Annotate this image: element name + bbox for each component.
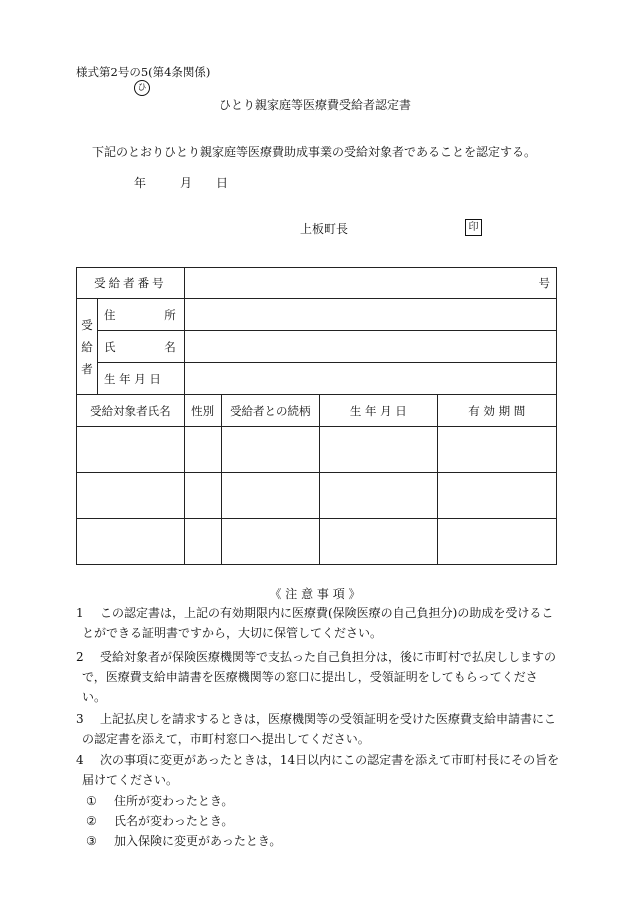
certificate-table bbox=[76, 267, 557, 565]
address-label: 住 所 bbox=[97, 299, 184, 331]
recipient-number-label: 受給者番号 bbox=[77, 268, 185, 299]
document-title: ひとり親家庭等医療費受給者認定書 bbox=[218, 98, 411, 112]
note-text: 上記払戻しを請求するときは，医療機関等の受領証明を受けた医療費支給申請書にこの認定書を添えて，市町村窓口へ提出してください。 bbox=[82, 712, 557, 746]
col-validity-period: 有 効 期 間 bbox=[437, 395, 556, 427]
beneficiary-name-cell[interactable] bbox=[77, 519, 185, 565]
recipient-char: 者 bbox=[81, 361, 93, 376]
address-row bbox=[77, 299, 557, 331]
birthdate-row bbox=[77, 363, 557, 395]
name-field[interactable] bbox=[184, 331, 556, 363]
note-number: 1 bbox=[76, 606, 84, 620]
note-text: 受給対象者が保険医療機関等で支払った自己負担分は，後に市町村で払戻ししますので，医療費支給申請書を医療機関等の窓口に提出し，受領証明をしてもらってください。 bbox=[82, 650, 557, 704]
change-number: ① bbox=[86, 794, 97, 808]
change-text: 氏名が変わったとき。 bbox=[114, 814, 234, 828]
birthdate-field[interactable] bbox=[184, 363, 556, 395]
beneficiary-name-cell[interactable] bbox=[77, 427, 185, 473]
number-suffix: 号 bbox=[538, 276, 550, 290]
col-beneficiary-name: 受給対象者氏名 bbox=[77, 395, 185, 427]
issue-date bbox=[134, 174, 228, 191]
note-number: 3 bbox=[76, 712, 84, 726]
beneficiary-name-cell[interactable] bbox=[77, 473, 185, 519]
note-number: 4 bbox=[76, 753, 84, 767]
form-number: 様式第2号の5(第4条関係) bbox=[76, 65, 211, 79]
change-number: ② bbox=[86, 814, 97, 828]
beneficiary-validity-cell[interactable] bbox=[437, 519, 556, 565]
beneficiary-validity-cell[interactable] bbox=[437, 473, 556, 519]
name-row bbox=[77, 331, 557, 363]
note-number: 2 bbox=[76, 650, 84, 664]
change-text: 加入保険に変更があったとき。 bbox=[114, 834, 282, 848]
recipient-number-field[interactable] bbox=[184, 268, 556, 299]
change-item bbox=[86, 812, 233, 829]
notes-title: 《 注 意 事 項 》 bbox=[269, 587, 361, 601]
date-month-label: 月 bbox=[180, 176, 193, 190]
beneficiary-row bbox=[77, 427, 557, 473]
beneficiary-row bbox=[77, 519, 557, 565]
note-item bbox=[76, 647, 560, 707]
change-text: 住所が変わったとき。 bbox=[114, 794, 234, 808]
name-label: 氏 名 bbox=[97, 331, 184, 363]
note-item bbox=[76, 709, 560, 749]
col-birthdate: 生 年 月 日 bbox=[320, 395, 437, 427]
beneficiary-sex-cell[interactable] bbox=[184, 473, 221, 519]
note-text: この認定書は，上記の有効期限内に医療費(保険医療の自己負担分)の助成を受けることができる証明書ですから，大切に保管してください。 bbox=[82, 606, 554, 640]
note-text: 次の事項に変更があったときは，14日以内にこの認定書を添えて市町村長にその旨を届けてください。 bbox=[82, 753, 560, 787]
beneficiary-birthdate-cell[interactable] bbox=[320, 519, 437, 565]
recipient-number-row bbox=[77, 268, 557, 299]
birthdate-label: 生 年 月 日 bbox=[97, 363, 184, 395]
col-relationship: 受給者との続柄 bbox=[221, 395, 320, 427]
date-year-label: 年 bbox=[134, 176, 147, 190]
beneficiary-birthdate-cell[interactable] bbox=[320, 427, 437, 473]
recipient-group-label bbox=[77, 299, 98, 395]
beneficiary-sex-cell[interactable] bbox=[184, 427, 221, 473]
note-item bbox=[76, 750, 560, 790]
col-sex: 性別 bbox=[184, 395, 221, 427]
beneficiary-relationship-cell[interactable] bbox=[221, 427, 320, 473]
issuer-name: 上板町長 bbox=[300, 222, 349, 236]
beneficiary-validity-cell[interactable] bbox=[437, 427, 556, 473]
change-item bbox=[86, 832, 281, 849]
certification-statement: 下記のとおりひとり親家庭等医療費助成事業の受給対象者であることを認定する。 bbox=[92, 145, 537, 159]
seal-mark: 印 bbox=[465, 219, 482, 236]
beneficiary-birthdate-cell[interactable] bbox=[320, 473, 437, 519]
beneficiary-header-row bbox=[77, 395, 557, 427]
change-item bbox=[86, 792, 233, 809]
date-day-label: 日 bbox=[216, 176, 229, 190]
address-field[interactable] bbox=[184, 299, 556, 331]
recipient-char: 給 bbox=[81, 339, 93, 354]
circled-mark: ひ bbox=[134, 80, 150, 96]
beneficiary-row bbox=[77, 473, 557, 519]
change-number: ③ bbox=[86, 834, 97, 848]
note-item bbox=[76, 603, 560, 643]
beneficiary-sex-cell[interactable] bbox=[184, 519, 221, 565]
beneficiary-relationship-cell[interactable] bbox=[221, 473, 320, 519]
beneficiary-relationship-cell[interactable] bbox=[221, 519, 320, 565]
recipient-char: 受 bbox=[81, 317, 93, 332]
